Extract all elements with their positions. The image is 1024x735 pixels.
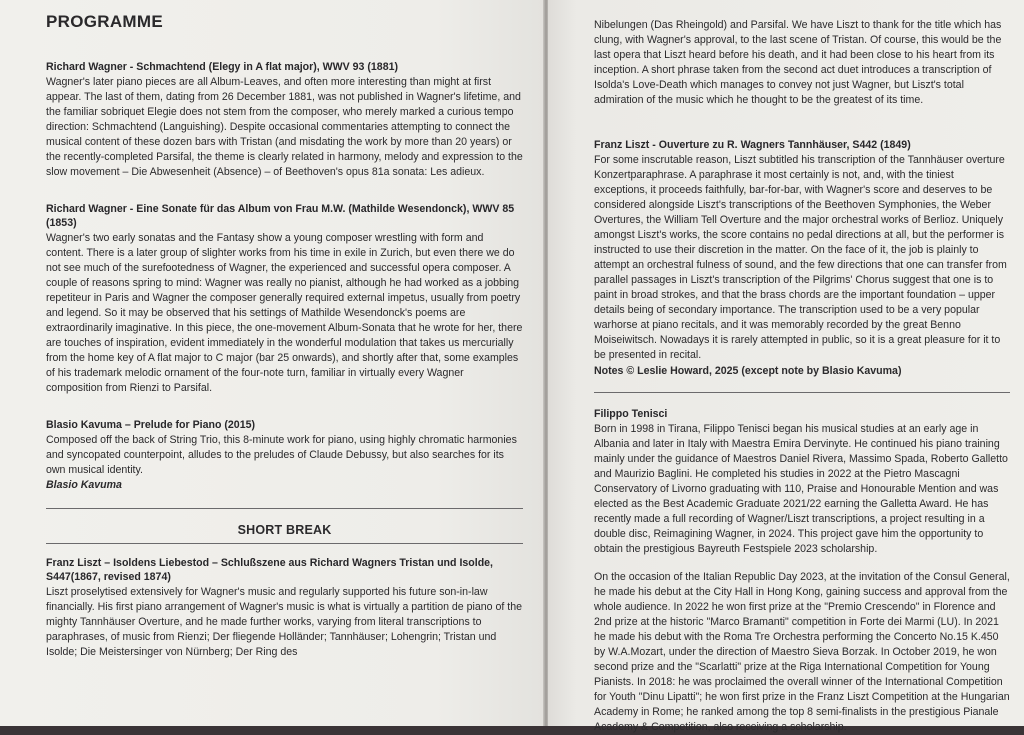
section-body: Liszt proselytised extensively for Wagner's music and regularly supported his future son-in-law financially. His first piano arrangement of Wagner's music is what is virtually a partition de piano of the mighty Tannhäuser Overture, and he made further works, varying from literal transcriptions to paraphrases, of music from Rienzi; Der fliegende Holländer; Tannhäuser; Lohengrin; Tristan und Isolde; Die Meistersinger von Nürnberg; Der Ring des xyxy=(46,586,523,658)
wagner-schmachtend-section xyxy=(46,60,523,180)
liebestod-continued: Nibelungen (Das Rheingold) and Parsifal. We have Liszt to thank for the title which has clung, with Wagner's approval, to the last scene of Tristan. Of course, this would be the last opera that Liszt heard before his death, and it had been close to his heart from its inception. A short phrase taken from the second act duet introduces a transcription of Isolda's Love-Death which manages to convey not just Wagner, but Liszt's total admiration of the music which he thought to be the greatest of its time. xyxy=(594,19,1002,106)
biography-paragraph: On the occasion of the Italian Republic Day 2023, at the invitation of the Consul General, he made his debut at the City Hall in Hong Kong, gaining success and approval from the whole audience. In 2022 he won first prize at the "Premio Crescendo" in Florence and 2nd prize at the historic "Marco Bramanti" competition in Forte dei Marmi (LU). In 2021 he made his debut with the Roma Tre Orchestra performing the Concerto No.15 K.450 by W.A.Mozart, under the direction of Maestro Sieva Borzak. In October 2019, he won second prize and the "Scarlatti" prize at the Riga International Competition for Young Pianists. In 2018: he was proclaimed the overall winner of the International Competition for Youth "Dinu Lipatti"; he won first prize in the Franz Liszt Competition at the Hungarian Academy in Rome; he ranked among the top 8 semi-finalists in the prestigious Pianale Academy & Competition, also receiving a scholarship. xyxy=(594,571,1010,733)
section-body: Composed off the back of String Trio, this 8-minute work for piano, using highly chromatic harmonies and syncopated counterpoint, alludes to the preludes of Claude Debussy, but also searches for its own musical identity. xyxy=(46,434,517,476)
notes-credit: Notes © Leslie Howard, 2025 (except note by Blasio Kavuma) xyxy=(594,365,902,377)
short-break-heading: SHORT BREAK xyxy=(237,523,332,537)
liszt-tannhauser-section xyxy=(594,138,1010,378)
kavuma-prelude-section xyxy=(46,418,523,492)
programme-title: PROGRAMME xyxy=(46,12,163,31)
liszt-liebestod-section xyxy=(46,556,523,660)
divider-rule xyxy=(594,392,1010,393)
section-heading: Franz Liszt – Isoldens Liebestod – Schlußszene aus Richard Wagners Tristan und Isolde, S447(1867, revised 1874) xyxy=(46,557,493,583)
wagner-sonata-section xyxy=(46,202,523,396)
right-page xyxy=(548,0,1024,733)
byline: Blasio Kavuma xyxy=(46,479,122,491)
divider-rule xyxy=(46,543,523,544)
section-body: Wagner's later piano pieces are all Album-Leaves, and often more interesting than might at first appear. The last of them, dating from 26 December 1881, was not published in Wagner's lifetime, and the familiar sobriquet Elegie does not stem from the composer, who merely marked a curious tempo direction: Schmachtend (Languishing). Despite occasional commentaries attempting to connect the musical content of these dozen bars with Tristan (and misdating the work by more than 20 years) or the recently-completed Parsifal, the theme is clearly related in harmony, melody and expression to the slow movement – Die Abwesenheit (Absence) – of Beethoven's opus 81a sonata: Les adieux. xyxy=(46,76,523,178)
section-body: Wagner's two early sonatas and the Fantasy show a young composer wrestling with form and content. There is a later group of slighter works from his time in exile in Zurich, but even there we do not see much of the surefootedness of Wagner, the experienced and successful opera composer. A couple of reasons spring to mind: Wagner was really no pianist, although he had worked as a jobbing repetiteur in Paris and Wagner the composer generally required external impetus, usually from poetry and legend. So it may be observed that his settings of Mathilde Wesendonck's poems are extraordinarily imaginative. In this piece, the one-movement Album-Sonata that he wrote for her, there are touches of inspiration, evident immediately in the wonderful modulation that takes us mercurially from the home key of A flat major to C major (bar 25 onwards), and shortly after that, some examples of his trademark melodic ornament of the four-note turn, familiar in virtually every Wagner composition from Rienzi to Parsifal. xyxy=(46,232,523,394)
section-heading: Franz Liszt - Ouverture zu R. Wagners Tannhäuser, S442 (1849) xyxy=(594,139,911,151)
performer-biography xyxy=(594,407,1010,735)
section-heading: Richard Wagner - Eine Sonate für das Album von Frau M.W. (Mathilde Wesendonck), WWV 85 (1853) xyxy=(46,203,515,229)
performer-name: Filippo Tenisci xyxy=(594,408,668,420)
biography-paragraph: Born in 1998 in Tirana, Filippo Tenisci began his musical studies at an early age in Albania and later in Italy with Maestra Emira Dervinyte. He continued his piano training mainly under the guidance of Maestros Daniel Rivera, Massimo Spada, Roberto Galletto and Maurizio Baglini. He completed his studies in 2022 at the Pietro Mascagni Conservatory of Livorno graduating with 110, Praise and Honourable Mention and was elected as the Best Academic Graduate 2021/22 earning the Galletta Award. He has recently made a full recording of Wagner/Liszt transcriptions, a project resulting in a double disc, Reimagining Wagner, in 2024. This project gave him the opportunity to obtain the prestigious Bayreuth Festspiele 2023 scholarship. xyxy=(594,423,1008,555)
divider-rule xyxy=(46,508,523,509)
section-heading: Richard Wagner - Schmachtend (Elegy in A flat major), WWV 93 (1881) xyxy=(46,61,399,73)
section-heading: Blasio Kavuma – Prelude for Piano (2015) xyxy=(46,419,256,431)
section-body: For some inscrutable reason, Liszt subtitled his transcription of the Tannhäuser overture Konzertparaphrase. A paraphrase it most certainly is not, and, with the tiniest exceptions, it proceeds faithfully, bar-for-bar, with Wagner's score and deserves to be considered alongside Liszt's transcriptions of the Beethoven Symphonies, the Weber Overtures, the William Tell Overture and the major orchestral works of Berlioz. Uniquely amongst Liszt's works, the score contains no pedal directions at all, but the performer is instructed to use their discretion in the matter. On the face of it, the job is plainly to attempt an orchestral fulness of sound, and the few directions that one can transfer from parallel passages in Liszt's transcription of the Pilgrims' Chorus suggest that one is to paint in broad strokes, and that the brass chords are the important foundation – upper details being of secondary importance. The transcription used to be a very popular warhorse at piano recitals, and it was memorably recorded by the great Benno Moiseiwitsch. Nowadays it is rarely attempted in public, so it is a great pleasure for it to be presented in recital. xyxy=(594,154,1007,361)
